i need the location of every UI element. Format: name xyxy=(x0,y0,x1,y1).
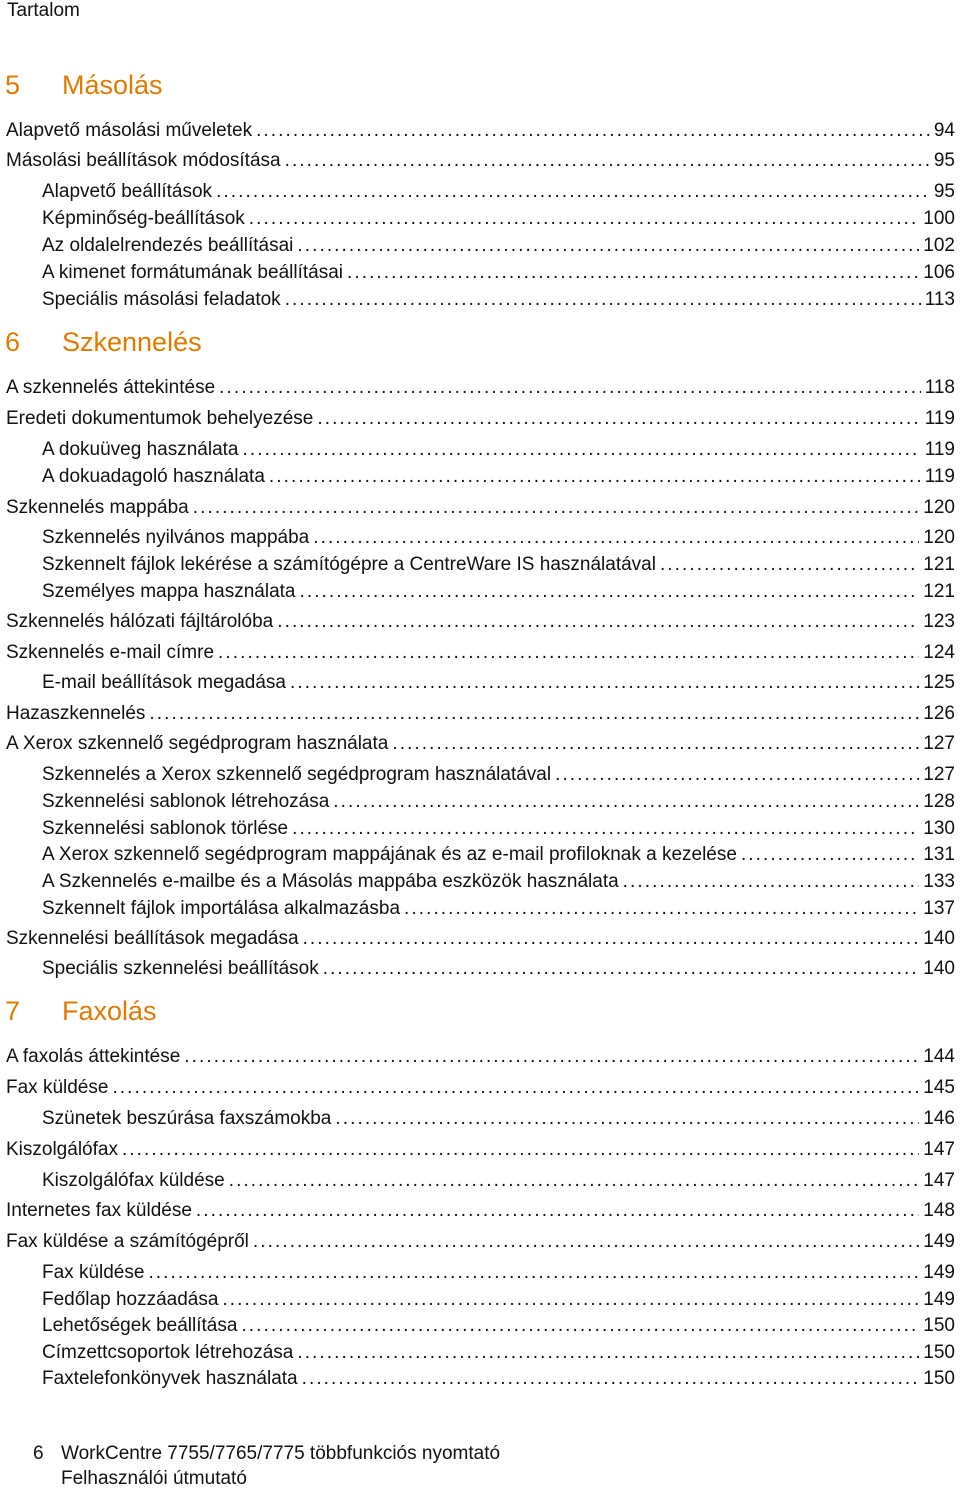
dot-leader xyxy=(323,957,920,981)
toc-entry[interactable] xyxy=(6,496,955,520)
toc-entry-title[interactable]: Eredeti dokumentumok behelyezése xyxy=(6,408,314,429)
toc-entry-title[interactable]: Fax küldése a számítógépről xyxy=(6,1231,249,1252)
dot-leader xyxy=(555,763,919,787)
toc-entry[interactable] xyxy=(6,1138,955,1162)
toc-entry-page[interactable]: 149 xyxy=(923,1231,955,1252)
toc-entry[interactable] xyxy=(42,897,955,921)
toc-entry[interactable] xyxy=(6,149,955,173)
toc-entry-title[interactable]: Internetes fax küldése xyxy=(6,1200,192,1221)
toc-entry[interactable] xyxy=(42,763,955,787)
chapter-heading xyxy=(5,994,157,1028)
toc-entry[interactable] xyxy=(42,580,955,604)
dot-leader xyxy=(243,438,921,462)
toc-entry-page[interactable]: 95 xyxy=(933,150,955,171)
toc-entry-page[interactable]: 95 xyxy=(933,181,955,202)
toc-entry-title[interactable]: Szkennelés mappába xyxy=(6,497,189,518)
toc-entry-page[interactable]: 145 xyxy=(923,1077,955,1098)
toc-entry-page[interactable]: 106 xyxy=(923,262,955,283)
toc-entry-title[interactable]: Speciális szkennelési beállítások xyxy=(42,958,319,979)
dot-leader xyxy=(149,702,919,726)
dot-leader xyxy=(219,376,921,400)
toc-entry[interactable] xyxy=(42,1314,955,1338)
dot-leader xyxy=(290,671,919,695)
dot-leader xyxy=(299,580,919,604)
toc-entry-page[interactable]: 128 xyxy=(923,791,955,812)
toc-entry-page[interactable]: 133 xyxy=(923,871,955,892)
toc-entry-page[interactable]: 140 xyxy=(923,958,955,979)
toc-entry[interactable] xyxy=(42,957,955,981)
toc-entry-title[interactable]: Szkennelt fájlok lekérése a számítógépre a CentreWare IS használatával xyxy=(42,554,656,575)
dot-leader xyxy=(623,870,920,894)
toc-entry-page[interactable]: 146 xyxy=(923,1108,955,1129)
toc-entry[interactable] xyxy=(42,288,955,312)
toc-entry-title[interactable]: A Xerox szkennelő segédprogram mappájának és az e-mail profiloknak a kezelése xyxy=(42,844,737,865)
toc-entry-page[interactable]: 94 xyxy=(933,120,955,141)
toc-entry-page[interactable]: 140 xyxy=(923,928,955,949)
toc-entry[interactable] xyxy=(6,119,955,143)
toc-entry-title[interactable]: Speciális másolási feladatok xyxy=(42,289,281,310)
dot-leader xyxy=(196,1199,919,1223)
toc-entry-page[interactable]: 121 xyxy=(923,554,955,575)
toc-entry-page[interactable]: 149 xyxy=(923,1289,955,1310)
toc-entry-title[interactable]: Szkennelt fájlok importálása alkalmazásba xyxy=(42,898,401,919)
dot-leader xyxy=(269,465,921,489)
toc-entry-page[interactable]: 130 xyxy=(923,818,955,839)
dot-leader xyxy=(347,261,919,285)
dot-leader xyxy=(216,180,930,204)
toc-entry[interactable] xyxy=(6,1199,955,1223)
dot-leader xyxy=(297,234,919,258)
dot-leader xyxy=(285,149,930,173)
dot-leader xyxy=(229,1169,920,1193)
chapter-heading xyxy=(5,68,163,102)
dot-leader xyxy=(404,897,919,921)
toc-entry-page[interactable]: 100 xyxy=(923,208,955,229)
toc-entry[interactable] xyxy=(42,553,955,577)
toc-entry-page[interactable]: 123 xyxy=(923,611,955,632)
dot-leader xyxy=(148,1261,919,1285)
toc-entry[interactable] xyxy=(42,180,955,204)
toc-entry-page[interactable]: 149 xyxy=(923,1262,955,1283)
chapter-heading xyxy=(5,325,202,359)
toc-entry-page[interactable]: 113 xyxy=(924,289,955,310)
toc-entry[interactable] xyxy=(6,641,955,665)
toc-entry-title[interactable]: A Szkennelés e-mailbe és a Másolás mappába eszközök használata xyxy=(42,871,619,892)
toc-entry-page[interactable]: 144 xyxy=(923,1046,955,1067)
toc-entry[interactable] xyxy=(42,1341,955,1365)
toc-entry-title[interactable]: Szkennelés a Xerox szkennelő segédprogram használatával xyxy=(42,764,552,785)
toc-entry-page[interactable]: 126 xyxy=(923,703,955,724)
chapter-title: Szkennelés xyxy=(62,327,202,357)
toc-entry-title[interactable]: Kiszolgálófax xyxy=(6,1139,118,1160)
toc-entry-page[interactable]: 147 xyxy=(923,1170,955,1191)
toc-entry-page[interactable]: 119 xyxy=(924,408,955,429)
running-header: Tartalom xyxy=(7,0,80,21)
toc-entry-page[interactable]: 119 xyxy=(924,466,955,487)
toc-entry-page[interactable]: 150 xyxy=(923,1342,955,1363)
footer-product-name: WorkCentre 7755/7765/7775 többfunkciós nyomtató xyxy=(61,1443,501,1464)
dot-leader xyxy=(660,553,919,577)
toc-entry-title[interactable]: Szkennelés hálózati fájltárolóba xyxy=(6,611,274,632)
toc-entry[interactable] xyxy=(42,526,955,550)
toc-entry[interactable] xyxy=(42,438,955,462)
chapter-title: Másolás xyxy=(62,70,163,100)
dot-leader xyxy=(222,1288,919,1312)
toc-entry-title[interactable]: Képminőség-beállítások xyxy=(42,208,245,229)
toc-entry-title[interactable]: Faxtelefonkönyvek használata xyxy=(42,1368,298,1389)
dot-leader xyxy=(392,732,919,756)
dot-leader xyxy=(184,1045,919,1069)
dot-leader xyxy=(317,407,920,431)
toc-entry-page[interactable]: 147 xyxy=(923,1139,955,1160)
toc-entry[interactable] xyxy=(6,1230,955,1254)
toc-entry[interactable] xyxy=(42,234,955,258)
toc-entry[interactable] xyxy=(42,465,955,489)
toc-entry-title[interactable]: A dokuüveg használata xyxy=(42,439,239,460)
toc-entry[interactable] xyxy=(42,1288,955,1312)
toc-entry-page[interactable]: 127 xyxy=(923,764,955,785)
toc-entry-title[interactable]: A kimenet formátumának beállításai xyxy=(42,262,343,283)
dot-leader xyxy=(303,927,920,951)
toc-entry-page[interactable]: 119 xyxy=(924,439,955,460)
toc-entry[interactable] xyxy=(6,1076,955,1100)
toc-entry[interactable] xyxy=(42,207,955,231)
toc-entry-page[interactable]: 121 xyxy=(923,581,955,602)
dot-leader xyxy=(193,496,920,520)
toc-entry-title[interactable]: Fax küldése xyxy=(42,1262,145,1283)
toc-entry-page[interactable]: 137 xyxy=(923,898,955,919)
dot-leader xyxy=(741,843,919,867)
toc-entry[interactable] xyxy=(6,376,955,400)
toc-entry-title[interactable]: A Xerox szkennelő segédprogram használata xyxy=(6,733,389,754)
dot-leader xyxy=(249,207,920,231)
dot-leader xyxy=(253,1230,919,1254)
toc-entry[interactable] xyxy=(42,671,955,695)
toc-entry-title[interactable]: Szkennelés e-mail címre xyxy=(6,642,215,663)
toc-entry[interactable] xyxy=(6,732,955,756)
dot-leader xyxy=(292,817,919,841)
toc-entry-page[interactable]: 120 xyxy=(923,497,955,518)
toc-entry-title[interactable]: Fax küldése xyxy=(6,1077,109,1098)
toc-entry-title[interactable]: Lehetőségek beállítása xyxy=(42,1315,238,1336)
chapter-number: 5 xyxy=(5,70,21,100)
toc-entry-title[interactable]: Címzettcsoportok létrehozása xyxy=(42,1342,294,1363)
toc-entry[interactable] xyxy=(42,843,955,867)
chapter-number: 6 xyxy=(5,327,21,357)
dot-leader xyxy=(335,1107,919,1131)
toc-entry-title[interactable]: Szkennelési beállítások megadása xyxy=(6,928,299,949)
toc-entry-title[interactable]: Szünetek beszúrása faxszámokba xyxy=(42,1108,332,1129)
footer-page-number: 6 xyxy=(33,1443,44,1464)
toc-entry-title[interactable]: Másolási beállítások módosítása xyxy=(6,150,281,171)
toc-entry[interactable] xyxy=(6,927,955,951)
toc-entry-title[interactable]: E-mail beállítások megadása xyxy=(42,672,286,693)
toc-entry[interactable] xyxy=(42,261,955,285)
toc-entry-title[interactable]: Fedőlap hozzáadása xyxy=(42,1289,219,1310)
toc-entry-title[interactable]: Kiszolgálófax küldése xyxy=(42,1170,225,1191)
toc-entry-page[interactable]: 120 xyxy=(923,527,955,548)
toc-entry-title[interactable]: Alapvető beállítások xyxy=(42,181,213,202)
toc-entry-title[interactable]: A faxolás áttekintése xyxy=(6,1046,181,1067)
toc-entry[interactable] xyxy=(6,407,955,431)
dot-leader xyxy=(297,1341,919,1365)
toc-entry[interactable] xyxy=(42,1107,955,1131)
dot-leader xyxy=(285,288,921,312)
toc-entry-page[interactable]: 148 xyxy=(923,1200,955,1221)
toc-entry-page[interactable]: 125 xyxy=(923,672,955,693)
toc-entry[interactable] xyxy=(6,1045,955,1069)
dot-leader xyxy=(112,1076,919,1100)
toc-entry-page[interactable]: 118 xyxy=(924,377,955,398)
toc-entry-page[interactable]: 131 xyxy=(923,844,955,865)
toc-entry[interactable] xyxy=(6,702,955,726)
toc-entry-title[interactable]: Személyes mappa használata xyxy=(42,581,296,602)
dot-leader xyxy=(302,1367,920,1391)
chapter-number: 7 xyxy=(5,996,21,1026)
toc-entry-page[interactable]: 150 xyxy=(923,1315,955,1336)
toc-entry-title[interactable]: A szkennelés áttekintése xyxy=(6,377,216,398)
dot-leader xyxy=(241,1314,919,1338)
dot-leader xyxy=(277,610,919,634)
dot-leader xyxy=(122,1138,919,1162)
dot-leader xyxy=(333,790,919,814)
toc-entry-title[interactable]: A dokuadagoló használata xyxy=(42,466,265,487)
toc-entry-page[interactable]: 150 xyxy=(923,1368,955,1389)
toc-entry-title[interactable]: Alapvető másolási műveletek xyxy=(6,120,253,141)
dot-leader xyxy=(313,526,919,550)
toc-entry[interactable] xyxy=(42,1261,955,1285)
toc-entry[interactable] xyxy=(42,790,955,814)
toc-entry-title[interactable]: Szkennelési sablonok törlése xyxy=(42,818,289,839)
toc-entry-title[interactable]: Szkennelési sablonok létrehozása xyxy=(42,791,330,812)
dot-leader xyxy=(218,641,919,665)
toc-entry[interactable] xyxy=(42,817,955,841)
footer-guide-title: Felhasználói útmutató xyxy=(61,1468,247,1489)
toc-entry-page[interactable]: 124 xyxy=(923,642,955,663)
toc-entry-title[interactable]: Hazaszkennelés xyxy=(6,703,146,724)
toc-entry-page[interactable]: 102 xyxy=(923,235,955,256)
chapter-title: Faxolás xyxy=(62,996,157,1026)
toc-entry[interactable] xyxy=(42,1169,955,1193)
toc-entry-page[interactable]: 127 xyxy=(923,733,955,754)
toc-entry[interactable] xyxy=(42,1367,955,1391)
toc-entry[interactable] xyxy=(42,870,955,894)
toc-entry[interactable] xyxy=(6,610,955,634)
dot-leader xyxy=(256,119,930,143)
toc-entry-title[interactable]: Az oldalelrendezés beállításai xyxy=(42,235,294,256)
toc-entry-title[interactable]: Szkennelés nyilvános mappába xyxy=(42,527,310,548)
